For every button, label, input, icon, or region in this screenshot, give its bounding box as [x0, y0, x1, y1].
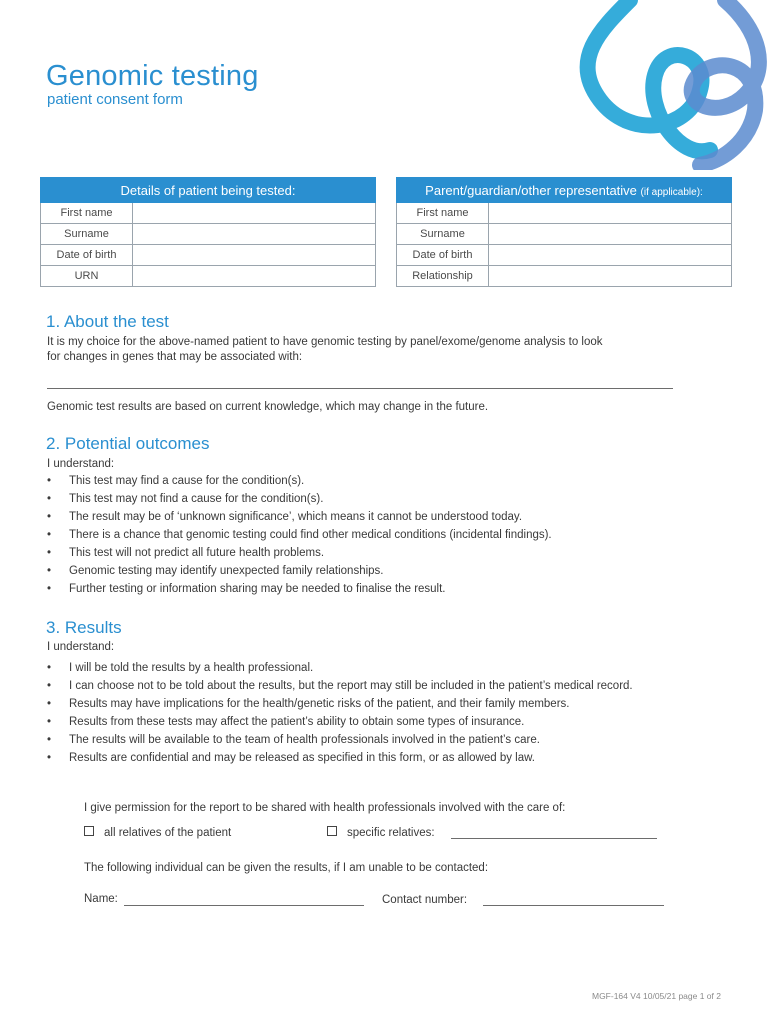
contact-number-input-line[interactable] — [483, 905, 664, 906]
rep-dob-label: Date of birth — [397, 245, 489, 266]
list-item: • I will be told the results by a health professional. — [47, 661, 687, 676]
list-item: • Results may have implications for the health/genetic risks of the patient, and their family members. — [47, 697, 687, 712]
specific-relatives-label: specific relatives: — [347, 827, 435, 839]
patient-urn-field[interactable] — [133, 266, 376, 287]
list-item: • This test will not predict all future health problems. — [47, 546, 687, 561]
list-item: • Genomic testing may identify unexpected family relationships. — [47, 564, 687, 579]
section1-intro-line1: It is my choice for the above-named patient to have genomic testing by panel/exome/genome analysis to look — [47, 336, 603, 348]
list-item: • This test may not find a cause for the condition(s). — [47, 492, 687, 507]
contact-intro-text: The following individual can be given the results, if I am unable to be contacted: — [84, 862, 489, 874]
all-relatives-option[interactable] — [84, 826, 231, 839]
form-subtitle: patient consent form — [47, 91, 183, 108]
form-title: Genomic testing — [46, 60, 259, 92]
list-item: • Results are confidential and may be released as specified in this form, or as allowed by law. — [47, 751, 687, 766]
rep-surname-field[interactable] — [489, 224, 732, 245]
section3-heading: 3. Results — [46, 618, 122, 637]
specific-relatives-checkbox[interactable] — [327, 826, 337, 836]
patient-surname-label: Surname — [41, 224, 133, 245]
contact-number-label: Contact number: — [382, 894, 468, 906]
patient-dob-label: Date of birth — [41, 245, 133, 266]
rep-relationship-label: Relationship — [397, 266, 489, 287]
patient-urn-label: URN — [41, 266, 133, 287]
logo-ribbon — [560, 0, 770, 170]
rep-first-name-field[interactable] — [489, 203, 732, 224]
specific-relatives-option[interactable] — [327, 826, 435, 839]
conditions-input-line[interactable] — [47, 388, 673, 389]
patient-first-name-label: First name — [41, 203, 133, 224]
list-item: • There is a chance that genomic testing could find other medical conditions (incidental findings). — [47, 528, 687, 543]
rep-dob-field[interactable] — [489, 245, 732, 266]
section1-note: Genomic test results are based on current knowledge, which may change in the future. — [47, 401, 489, 413]
section3-lead: I understand: — [47, 641, 115, 653]
results-list — [47, 661, 687, 769]
representative-details-table — [396, 177, 732, 287]
all-relatives-label: all relatives of the patient — [104, 827, 232, 839]
all-relatives-checkbox[interactable] — [84, 826, 94, 836]
name-input-line[interactable] — [124, 905, 364, 906]
section2-heading: 2. Potential outcomes — [46, 434, 210, 453]
footer-code: MGF-164 V4 10/05/21 page 1 of 2 — [591, 991, 721, 1001]
patient-first-name-field[interactable] — [133, 203, 376, 224]
list-item: • The results will be available to the team of health professionals involved in the patient’s care. — [47, 733, 687, 748]
specific-relatives-input-line[interactable] — [451, 838, 657, 839]
representative-heading-text: Parent/guardian/other representative — [425, 182, 637, 198]
list-item: • The result may be of ‘unknown significance’, which means it cannot be understood today. — [47, 510, 687, 525]
section2-lead: I understand: — [47, 458, 115, 470]
patient-details-table — [40, 177, 376, 287]
rep-first-name-label: First name — [397, 203, 489, 224]
patient-dob-field[interactable] — [133, 245, 376, 266]
list-item: • Results from these tests may affect the patient’s ability to obtain some types of insurance. — [47, 715, 687, 730]
list-item: • Further testing or information sharing may be needed to finalise the result. — [47, 582, 687, 597]
section1-heading: 1. About the test — [46, 312, 169, 331]
rep-surname-label: Surname — [397, 224, 489, 245]
permission-text: I give permission for the report to be shared with health professionals involved with the care of: — [84, 802, 566, 814]
section1-intro-line2: for changes in genes that may be associated with: — [47, 351, 303, 363]
name-label: Name: — [84, 893, 118, 905]
representative-details-heading — [397, 178, 732, 203]
patient-surname-field[interactable] — [133, 224, 376, 245]
patient-details-heading: Details of patient being tested: — [41, 178, 376, 203]
rep-relationship-field[interactable] — [489, 266, 732, 287]
outcomes-list — [47, 474, 687, 600]
representative-heading-note: (if applicable): — [640, 186, 703, 198]
list-item: • I can choose not to be told about the results, but the report may still be included in the patient’s medical record. — [47, 679, 687, 694]
list-item: • This test may find a cause for the condition(s). — [47, 474, 687, 489]
